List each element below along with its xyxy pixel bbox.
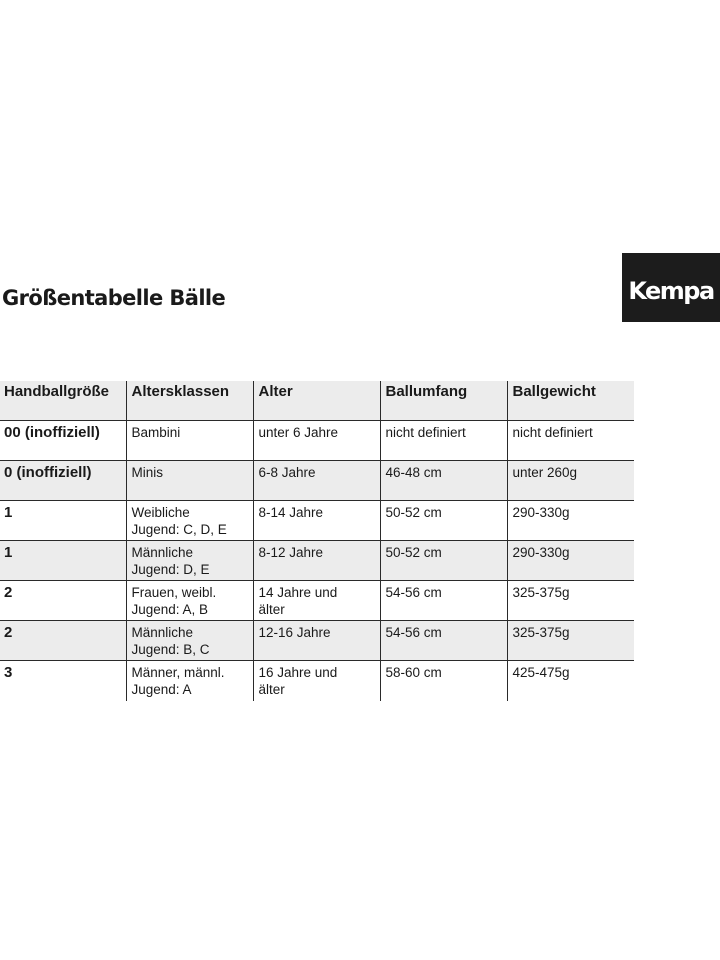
cell-ballgewicht: 290-330g [507, 501, 634, 541]
cell-altersklasse: Männer, männl. Jugend: A [126, 661, 253, 701]
cell-ballgewicht: 325-375g [507, 621, 634, 661]
cell-alter: 8-14 Jahre [253, 501, 380, 541]
cell-ballgewicht: unter 260g [507, 461, 634, 501]
page-title: Größentabelle Bälle [2, 286, 226, 310]
cell-altersklasse: Frauen, weibl. Jugend: A, B [126, 581, 253, 621]
cell-altersklasse: Weibliche Jugend: C, D, E [126, 501, 253, 541]
cell-size: 1 [0, 541, 126, 581]
cell-ballgewicht: nicht definiert [507, 421, 634, 461]
header-ballgewicht: Ballgewicht [507, 381, 634, 421]
cell-size: 2 [0, 581, 126, 621]
cell-size: 1 [0, 501, 126, 541]
cell-ballgewicht: 425-475g [507, 661, 634, 701]
table-row [0, 461, 634, 501]
cell-alter: 6-8 Jahre [253, 461, 380, 501]
cell-altersklasse: Bambini [126, 421, 253, 461]
cell-alter: 14 Jahre und älter [253, 581, 380, 621]
table-header-row [0, 381, 634, 421]
header-handballgroesse: Handballgröße [0, 381, 126, 421]
cell-ballumfang: 54-56 cm [380, 621, 507, 661]
cell-ballumfang: 50-52 cm [380, 501, 507, 541]
table-body [0, 421, 634, 701]
table-row [0, 541, 634, 581]
cell-altersklasse: Minis [126, 461, 253, 501]
ball-size-table [0, 381, 634, 701]
cell-altersklasse: Männliche Jugend: D, E [126, 541, 253, 581]
cell-alter: 16 Jahre und älter [253, 661, 380, 701]
cell-ballgewicht: 325-375g [507, 581, 634, 621]
header-altersklassen: Altersklassen [126, 381, 253, 421]
table-row [0, 421, 634, 461]
cell-alter: 12-16 Jahre [253, 621, 380, 661]
cell-ballgewicht: 290-330g [507, 541, 634, 581]
header-ballumfang: Ballumfang [380, 381, 507, 421]
table-row [0, 621, 634, 661]
cell-altersklasse: Männliche Jugend: B, C [126, 621, 253, 661]
cell-ballumfang: 50-52 cm [380, 541, 507, 581]
header-alter: Alter [253, 381, 380, 421]
cell-size: 3 [4, 664, 13, 681]
cell-size: 00 (inoffiziell) [0, 421, 126, 461]
table-row [0, 501, 634, 541]
kempa-logo: Kempa [622, 253, 720, 322]
cell-size: 2 [0, 621, 126, 661]
cell-size: 0 (inoffiziell) [0, 461, 126, 501]
cell-alter: 8-12 Jahre [253, 541, 380, 581]
cell-ballumfang: nicht definiert [380, 421, 507, 461]
cell-alter: unter 6 Jahre [253, 421, 380, 461]
table-row [0, 581, 634, 621]
cell-ballumfang: 58-60 cm [380, 661, 507, 701]
cell-ballumfang: 46-48 cm [380, 461, 507, 501]
table-row [0, 661, 634, 701]
cell-ballumfang: 54-56 cm [380, 581, 507, 621]
